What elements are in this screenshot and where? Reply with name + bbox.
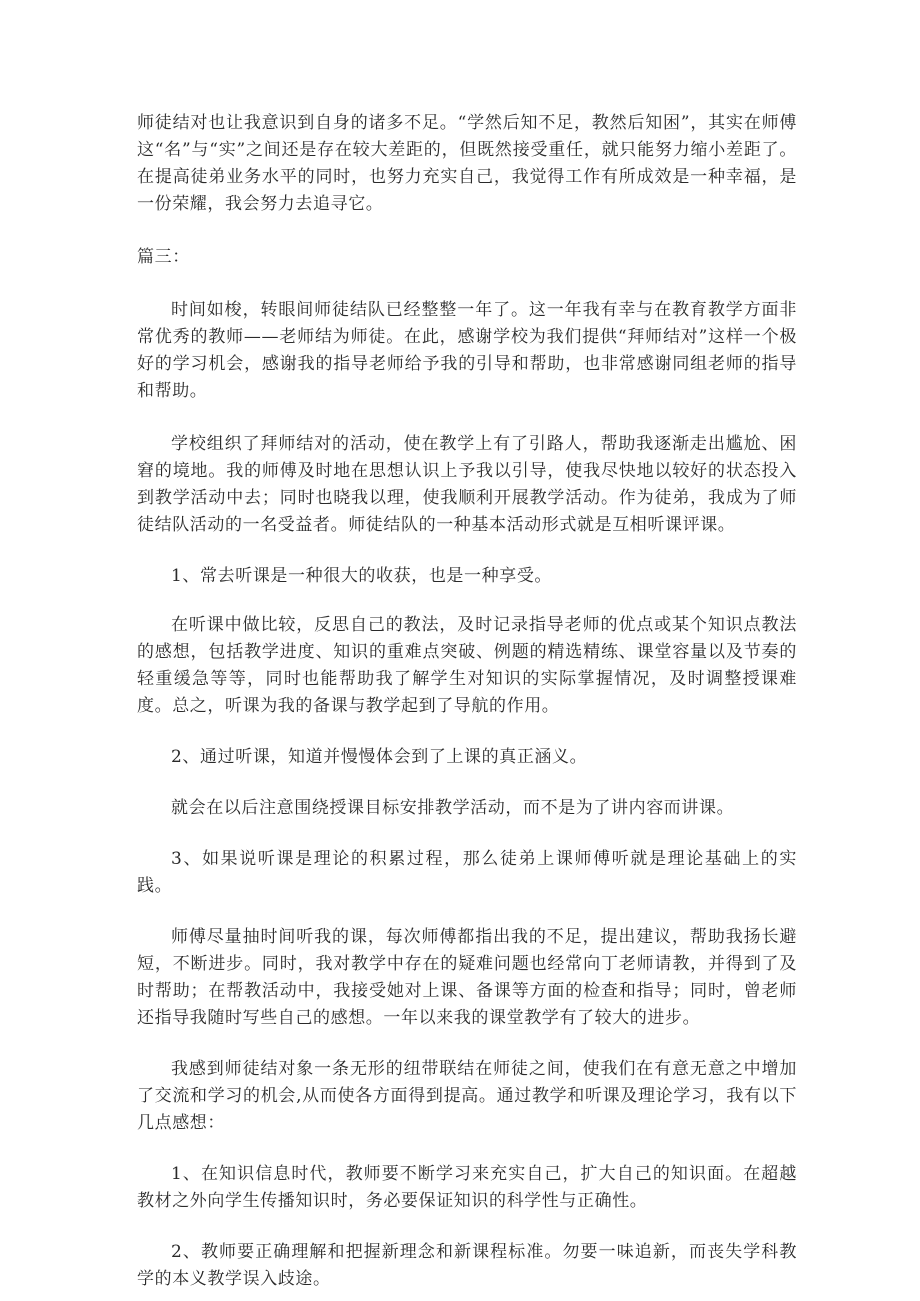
reflection-item-2: 2、教师要正确理解和把握新理念和新课程标准。勿要一味追新，而丧失学科教学的本义教学误入歧途。 (137, 1242, 797, 1289)
document-body (137, 110, 797, 1293)
point-heading-2: 2、通过听课，知道并慢慢体会到了上课的真正涵义。 (171, 747, 588, 767)
point-heading-1: 1、常去听课是一种很大的收获，也是一种享受。 (171, 566, 553, 586)
paragraph-point-2: 就会在以后注意围绕授课目标安排教学活动，而不是为了讲内容而讲课。 (171, 798, 735, 818)
paragraph-opening: 时间如梭，转眼间师徒结队已经整整一年了。这一年我有幸与在教育教学方面非常优秀的教师——老师结为师徒。在此，感谢学校为我们提供“拜师结对”这样一个极好的学习机会，感谢我的指导老师给予我的引导和帮助，也非常感谢同组老师的指导和帮助。 (137, 300, 797, 401)
paragraph-activity: 学校组织了拜师结对的活动，使在教学上有了引路人，帮助我逐渐走出尴尬、困窘的境地。我的师傅及时地在思想认识上予我以引导，使我尽快地以较好的状态投入到教学活动中去；同时也晓我以理，使我顺利开展教学活动。作为徒弟，我成为了师徒结队活动的一名受益者。师徒结队的一种基本活动形式就是互相听课评课。 (137, 434, 797, 535)
paragraph-intro: 师徒结对也让我意识到自身的诸多不足。“学然后知不足，教然后知困”，其实在师傅这“名”与“实”之间还是存在较大差距的，但既然接受重任，就只能努力缩小差距了。在提高徒弟业务水平的同时，也努力充实自己，我觉得工作有所成效是一种幸福，是一份荣耀，我会努力去追寻它。 (137, 113, 797, 214)
section-heading: 篇三： (137, 247, 190, 267)
reflection-item-1: 1、在知识信息时代，教师要不断学习来充实自己，扩大自己的知识面。在超越教材之外向学生传播知识时，务必要保证知识的科学性与正确性。 (137, 1164, 797, 1211)
point-heading-3: 3、如果说听课是理论的积累过程，那么徒弟上课师傅听就是理论基础上的实践。 (137, 849, 797, 896)
paragraph-reflection: 我感到师徒结对象一条无形的纽带联结在师徒之间，使我们在有意无意之中增加了交流和学习的机会,从而使各方面得到提高。通过教学和听课及理论学习，我有以下几点感想： (137, 1059, 797, 1133)
paragraph-point-1: 在听课中做比较，反思自己的教法，及时记录指导老师的优点或某个知识点教法的感想，包括教学进度、知识的重难点突破、例题的精选精练、课堂容量以及节奏的轻重缓急等等，同时也能帮助我了解学生对知识的实际掌握情况，及时调整授课难度。总之，听课为我的备课与教学起到了导航的作用。 (137, 615, 797, 716)
paragraph-point-3: 师傅尽量抽时间听我的课，每次师傅都指出我的不足，提出建议，帮助我扬长避短，不断进步。同时，我对教学中存在的疑难问题也经常向丁老师请教，并得到了及时帮助；在帮教活动中，我接受她对上课、备课等方面的检查和指导；同时，曾老师还指导我随时写些自己的感想。一年以来我的课堂教学有了较大的进步。 (137, 927, 797, 1028)
